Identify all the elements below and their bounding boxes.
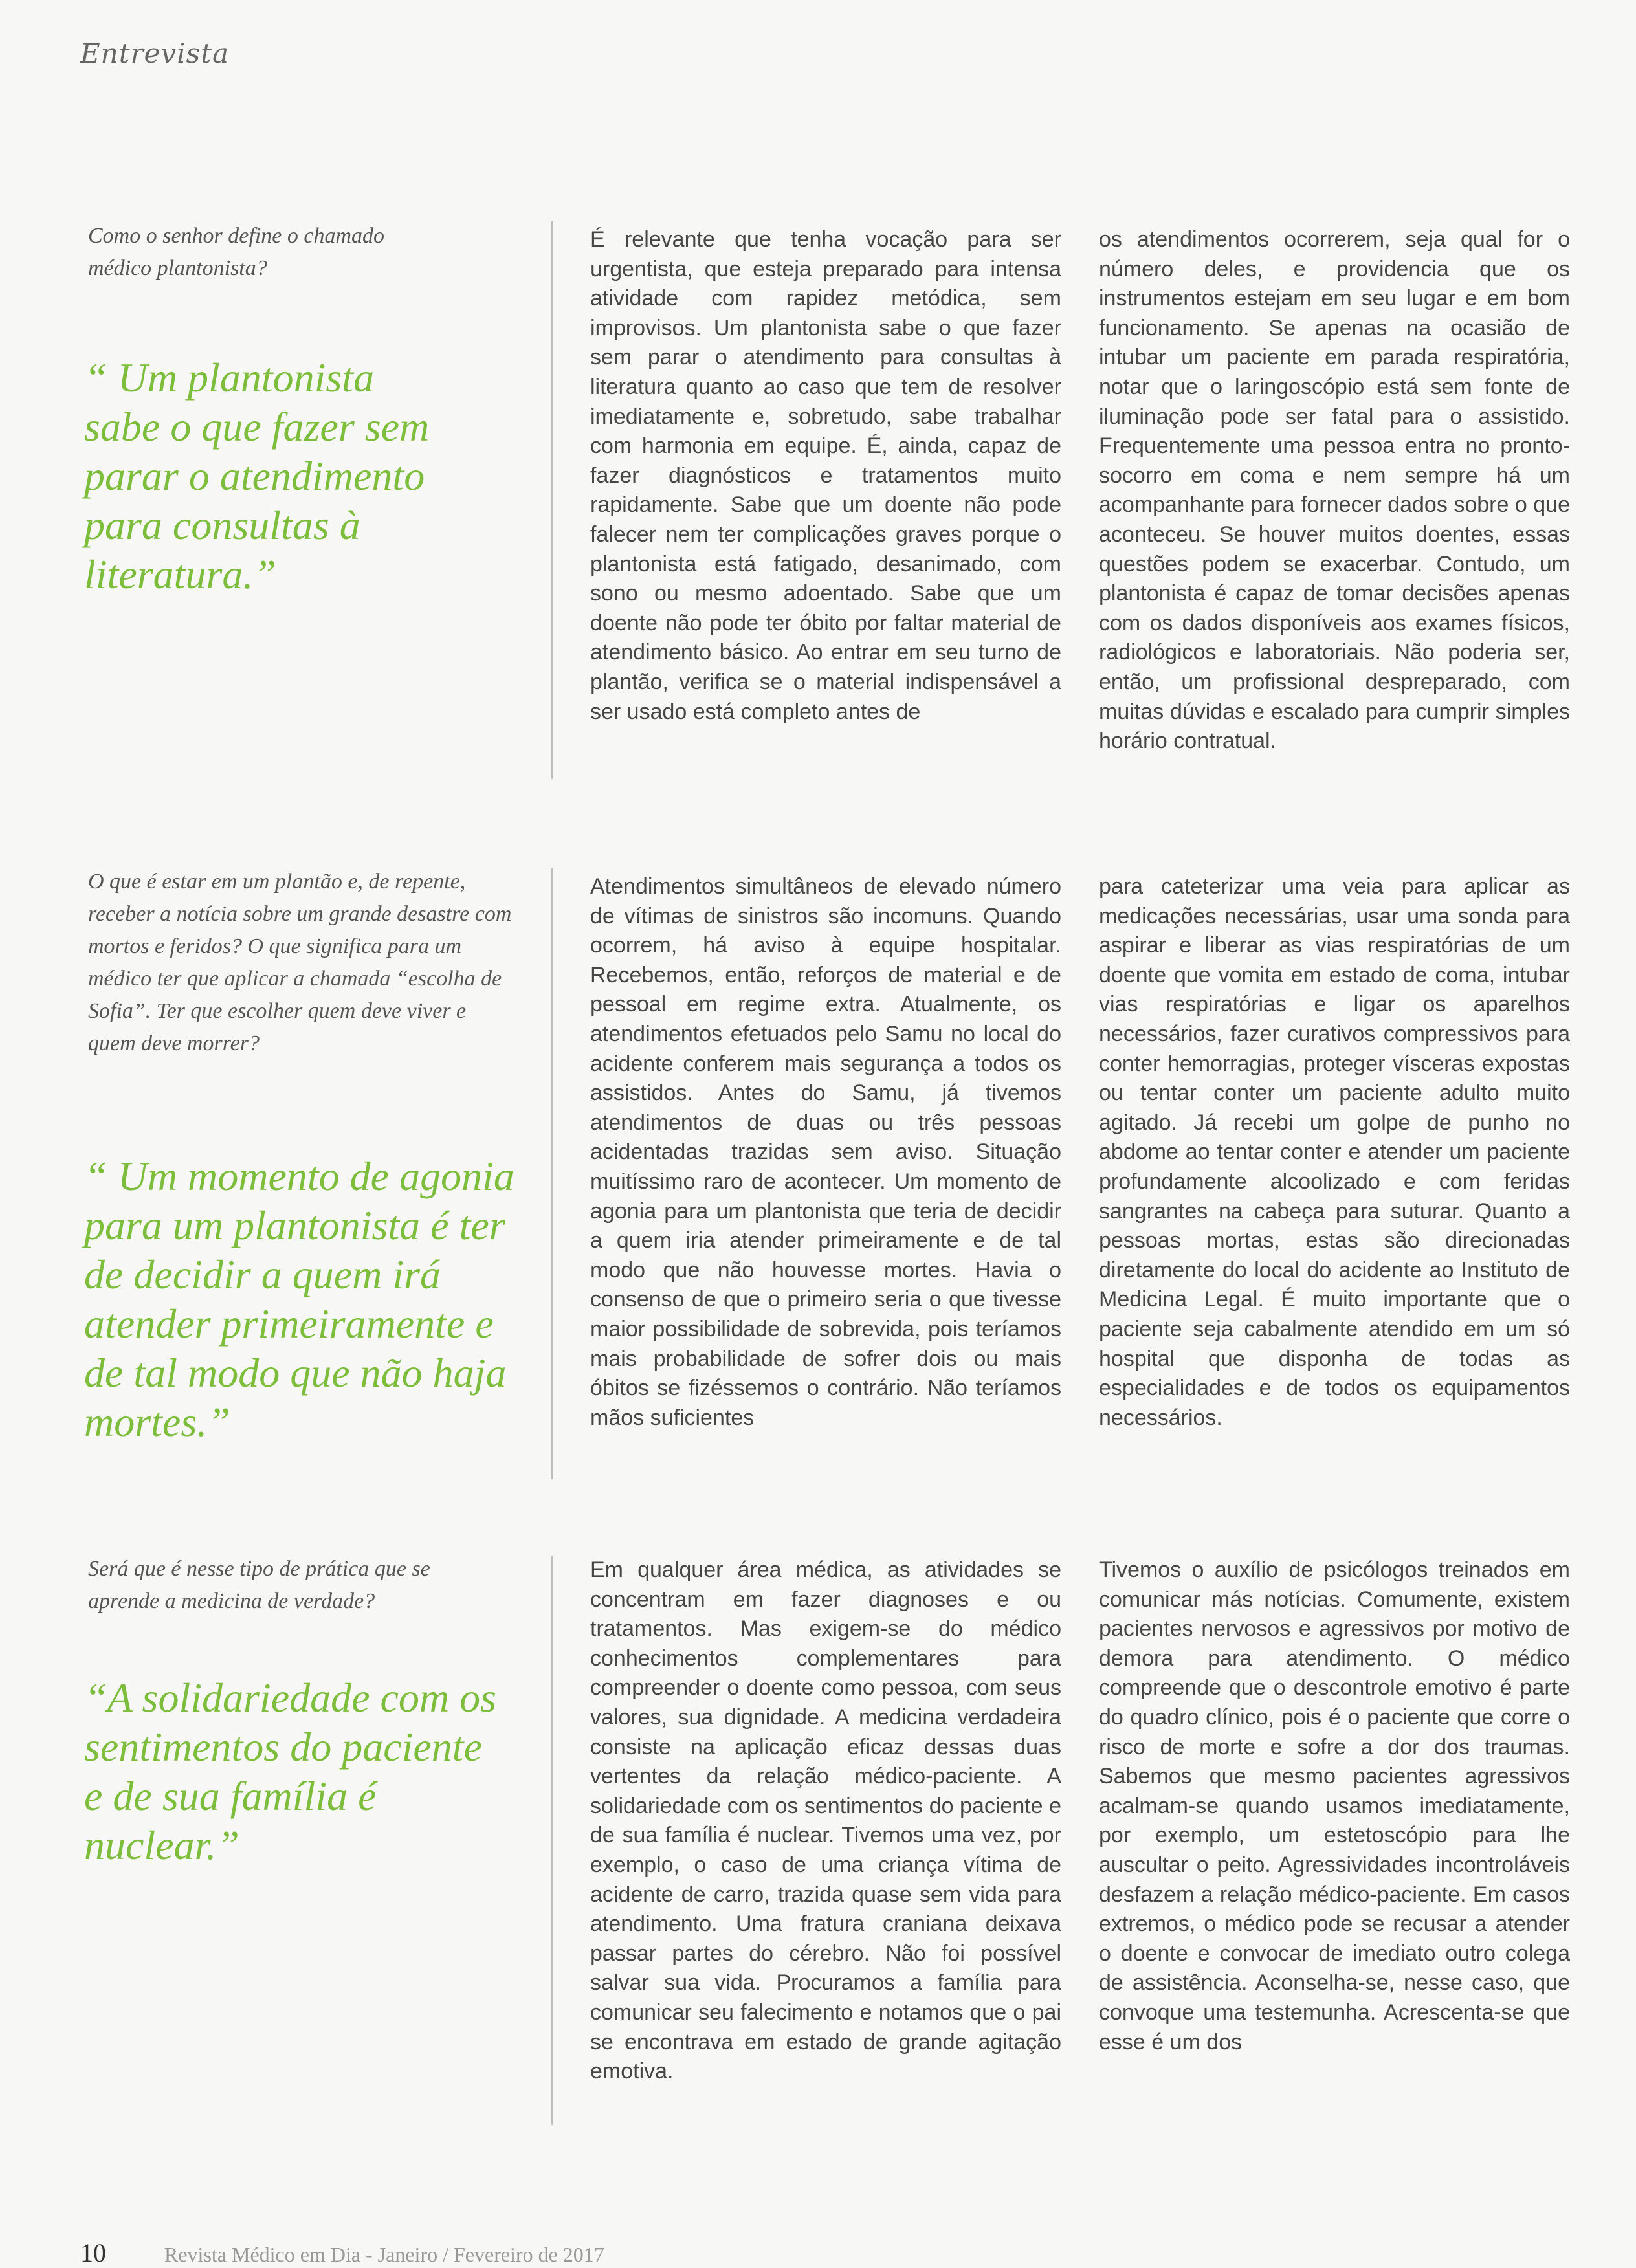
- column-divider: [551, 868, 553, 1479]
- column-divider: [551, 221, 553, 779]
- publication-name: Revista Médico em Dia - Janeiro / Fevereiro de 2017: [164, 2243, 604, 2266]
- answer-column-1: Atendimentos simultâneos de elevado número de vítimas de sinistros são incomuns. Quando ocorrem, há aviso à equipe hospitalar. Recebemos, então, reforços de material e de pessoal em regime extra. Atualmente, os atendimentos efetuados pelo Samu no local do acidente conferem mais segurança a todos os assistidos. Antes do Samu, já tivemos atendimentos de duas ou três pessoas acidentadas trazidas sem aviso. Situação muitíssimo raro de acontecer. Um momento de agonia para um plantonista que teria de decidir a quem iria atender primeiramente e de tal modo que não houvesse mortes. Havia o consenso de que o primeiro seria o que tivesse maior possibilidade de sobrevida, pois teríamos mais probabilidade de sofrer dois ou mais óbitos se fizéssemos o contrário. Não teríamos mãos suficientes: [590, 874, 1061, 1430]
- question: O que é estar em um plantão e, de repente, receber a notícia sobre um grande desastre com mortos e feridos? O que significa para um médico ter que aplicar a chamada “escolha de Sofia”. Ter que escolher quem deve viver e quem deve morrer?: [88, 870, 512, 1055]
- answer-column-1: Em qualquer área médica, as atividades se concentram em fazer diagnoses e ou tratamentos. Mas exigem-se do médico conhecimentos complementares para compreender o doente como pessoa, com seus valores, sua dignidade. A medicina verdadeira consiste na aplicação eficaz dessas duas vertentes da relação médico-paciente. A solidariedade com os sentimentos do paciente e de sua família é nuclear. Tivemos uma vez, por exemplo, o caso de uma criança vítima de acidente de carro, trazida quase sem vida para atendimento. Uma fratura craniana deixava passar partes do cérebro. Não foi possível salvar sua vida. Procuramos a família para comunicar seu falecimento e notamos que o pai se encontrava em estado de grande agitação emotiva.: [590, 1558, 1061, 2084]
- question: Como o senhor define o chamado médico plantonista?: [88, 224, 385, 280]
- answer-column-1: É relevante que tenha vocação para ser urgentista, que esteja preparado para intensa atividade com rapidez metódica, sem improvisos. Um plantonista sabe o que fazer sem parar o atendimento para consultas à literatura quanto ao caso que tem de resolver imediatamente e, sobretudo, sabe trabalhar com harmonia em equipe. É, ainda, capaz de fazer diagnósticos e tratamentos muito rapidamente. Sabe que um doente não pode falecer nem ter complicações graves porque o plantonista está fatigado, desanimado, com sono ou mesmo adoentado. Sabe que um doente não pode ter óbito por faltar material de atendimento básico. Ao entrar em seu turno de plantão, verifica se o material indispensável a ser usado está completo antes de: [590, 227, 1061, 724]
- pull-quote: “ Um momento de agonia para um plantonista é ter de decidir a quem irá atender primeiramente e de tal modo que não haja mortes.”: [84, 1153, 514, 1445]
- pull-quote: “ Um plantonista sabe o que fazer sem parar o atendimento para consultas à literatura.”: [84, 355, 430, 597]
- answer-column-2: os atendimentos ocorrerem, seja qual for o número deles, e providencia que os instrumentos estejam em seu lugar e em bom funcionamento. Se apenas na ocasião de intubar um paciente em parada respiratória, notar que o laringoscópio está sem fonte de iluminação pode ser fatal para o assistido. Frequentemente uma pessoa entra no pronto-socorro em coma e nem sempre há um acompanhante para fornecer dados sobre o que aconteceu. Se houver muitos doentes, essas questões podem se exacerbar. Contudo, um plantonista é capaz de tomar decisões apenas com os dados disponíveis aos exames físicos, radiológicos e laboratoriais. Não poderia ser, então, um profissional despreparado, com muitas dúvidas e escalado para cumprir simples horário contratual.: [1099, 227, 1570, 754]
- answer-column-2: para cateterizar uma veia para aplicar as medicações necessárias, usar uma sonda para aspirar e liberar as vias respiratórias de um doente que vomita em estado de coma, intubar vias respiratórias e ligar os aparelhos necessários, fazer curativos compressivos para conter hemorragias, proteger vísceras expostas ou tentar conter um paciente adulto muito agitado. Já recebi um golpe de punho no abdome ao tentar conter e atender um paciente profundamente alcoolizado e com feridas sangrantes na cabeça para suturar. Quanto a pessoas mortas, estas são direcionadas diretamente do local do acidente ao Instituto de Medicina Legal. É muito importante que o paciente seja cabalmente atendido em um só hospital que disponha de todas as especialidades e de todos os equipamentos necessários.: [1099, 874, 1570, 1430]
- pull-quote: “A solidariedade com os sentimentos do paciente e de sua família é nuclear.”: [84, 1675, 497, 1868]
- answer-column-2: Tivemos o auxílio de psicólogos treinados em comunicar más notícias. Comumente, existem pacientes nervosos e agressivos por motivo de demora para atendimento. O médico compreende que o descontrole emotivo é parte do quadro clínico, pois é o paciente que corre o risco de morte e sofre a dor dos traumas. Sabemos que mesmo pacientes agressivos acalmam-se quando usamos imediatamente, por exemplo, um estetoscópio para lhe auscultar o peito. Agressividades incontroláveis desfazem a relação médico-paciente. Em casos extremos, o médico pode se recusar a atender o doente e convocar de imediato outro colega de assistência. Aconselha-se, nesse caso, que convoque uma testemunha. Acrescenta-se que esse é um dos: [1099, 1558, 1570, 2054]
- column-divider: [551, 1556, 553, 2125]
- page-number: 10: [80, 2238, 106, 2267]
- page-footer: [80, 2238, 604, 2268]
- section-label: Entrevista: [80, 38, 230, 69]
- question: Será que é nesse tipo de prática que se aprende a medicina de verdade?: [88, 1557, 430, 1613]
